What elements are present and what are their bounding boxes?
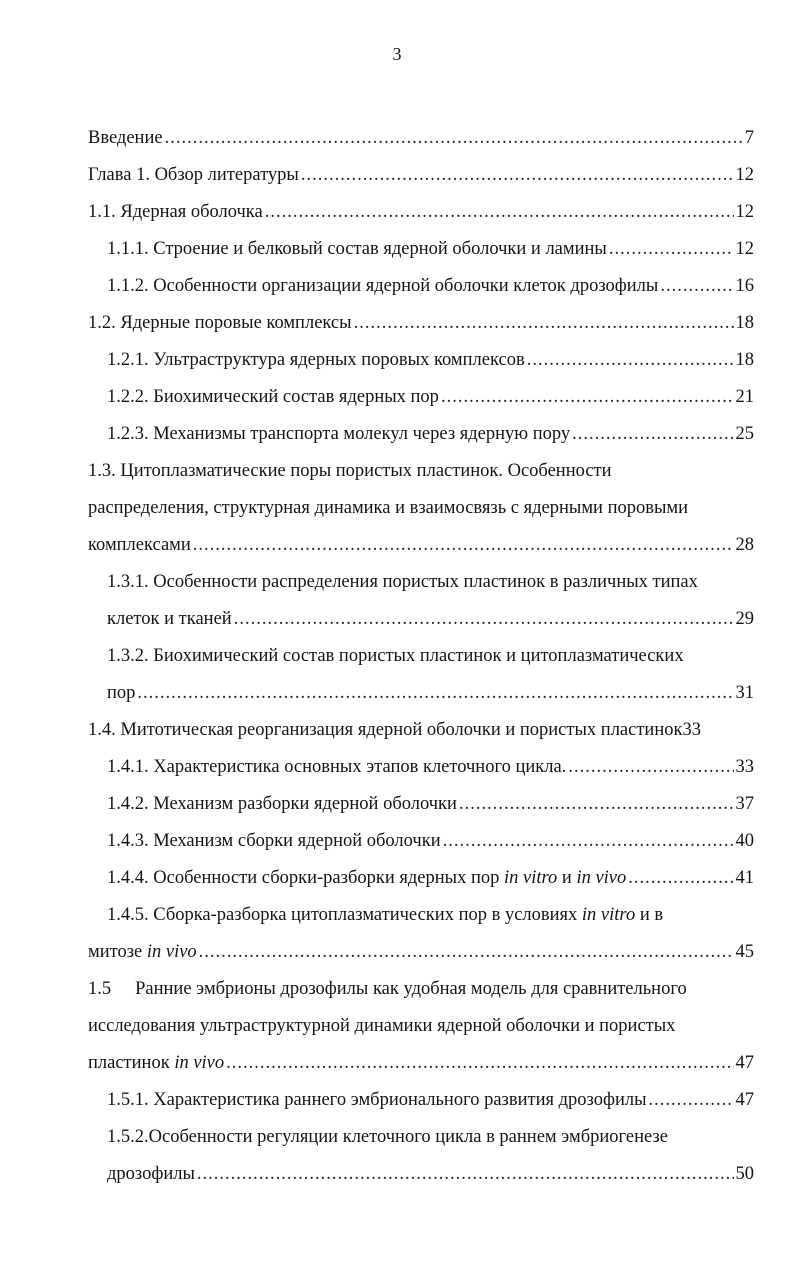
- toc-entry-title: Глава 1. Обзор литературы: [88, 165, 299, 185]
- dot-leader: [649, 1082, 734, 1119]
- toc-entry-1-2[interactable]: [88, 305, 754, 342]
- toc-entry-title-line-1: [107, 897, 663, 934]
- dot-leader: [527, 342, 734, 379]
- toc-entry-1-2-2[interactable]: [107, 379, 754, 416]
- toc-entry-page: 31: [735, 683, 754, 703]
- toc-entry-page: 47: [735, 1053, 754, 1073]
- dot-leader: [265, 194, 734, 231]
- dot-leader: [628, 860, 733, 897]
- dot-leader: [572, 416, 733, 453]
- toc-entry-page: 12: [735, 165, 754, 185]
- toc-entry-1-2-3[interactable]: [107, 416, 754, 453]
- title-part: и в: [635, 905, 664, 925]
- toc-entry-title: 1.2.3. Механизмы транспорта молекул через ядерную пору: [107, 424, 571, 444]
- toc-entry-1-1-2[interactable]: [107, 268, 754, 305]
- toc-entry-1-3-2[interactable]: [107, 638, 754, 712]
- toc-entry-page: 25: [735, 424, 754, 444]
- page-number: 3: [392, 44, 402, 64]
- toc-entry-title: 1.4.3. Механизм сборки ядерной оболочки: [107, 831, 441, 851]
- toc-entry-1-5[interactable]: [88, 971, 754, 1082]
- dot-leader: [459, 786, 734, 823]
- toc-entry-page: 40: [735, 831, 754, 851]
- toc-entry-title: 1.4. Митотическая реорганизация ядерной оболочки и пористых пластинок: [88, 720, 683, 740]
- toc-entry-title: 1.2.2. Биохимический состав ядерных пор: [107, 387, 439, 407]
- dot-leader: [193, 527, 734, 564]
- toc-entry-title-line-1: 1.3.1. Особенности распределения пористых пластинок в различных типах: [107, 572, 698, 592]
- toc-entry-number: 1.5: [88, 979, 112, 999]
- toc-entry-title-line-1: 1.3.2. Биохимический состав пористых пластинок и цитоплазматических: [107, 646, 684, 666]
- toc-entry-page: 18: [735, 313, 754, 333]
- toc-entry-title: Введение: [88, 128, 163, 148]
- toc-entry-title-line-1: Ранние эмбрионы дрозофилы как удобная модель для сравнительного: [135, 979, 687, 999]
- toc-entry-page: 33: [682, 720, 701, 740]
- toc-entry-title-line-2: клеток и тканей: [107, 609, 232, 629]
- toc-entry-page: 29: [735, 609, 754, 629]
- toc-entry-page: 45: [735, 942, 754, 962]
- dot-leader: [660, 268, 733, 305]
- toc-entry-1-1[interactable]: [88, 194, 754, 231]
- toc-entry-title: 1.2.1. Ультраструктура ядерных поровых комплексов: [107, 350, 525, 370]
- table-of-contents: [88, 120, 754, 1193]
- toc-entry-intro[interactable]: [88, 120, 754, 157]
- title-italic: in vitro: [504, 868, 558, 888]
- toc-entry-page: 37: [735, 794, 754, 814]
- toc-entry-title: 1.2. Ядерные поровые комплексы: [88, 313, 352, 333]
- toc-entry-title: 1.1.1. Строение и белковый состав ядерной оболочки и ламины: [107, 239, 607, 259]
- toc-entry-title: 1.1. Ядерная оболочка: [88, 202, 263, 222]
- toc-entry-page: 18: [735, 350, 754, 370]
- toc-entry-page: 28: [735, 535, 754, 555]
- dot-leader: [165, 120, 743, 157]
- toc-entry-title: [107, 860, 626, 897]
- title-italic: in vivo: [146, 942, 197, 962]
- toc-entry-page: 33: [735, 757, 754, 777]
- toc-entry-title-line-2: исследования ультраструктурной динамики ядерной оболочки и пористых: [88, 1016, 676, 1036]
- dot-leader: [441, 379, 734, 416]
- toc-entry-page: 41: [735, 868, 754, 888]
- title-part: митозе: [88, 942, 147, 962]
- toc-entry-title-line-2: дрозофилы: [107, 1164, 195, 1184]
- toc-entry-1-3-1[interactable]: [107, 564, 754, 638]
- toc-entry-title-line-2: распределения, структурная динамика и взаимосвязь с ядерными поровыми: [88, 498, 688, 518]
- title-italic: in vitro: [581, 905, 636, 925]
- toc-entry-1-2-1[interactable]: [107, 342, 754, 379]
- dot-leader: [568, 749, 733, 786]
- toc-entry-chapter-1[interactable]: [88, 157, 754, 194]
- dot-leader: [226, 1045, 733, 1082]
- toc-entry-page: 21: [735, 387, 754, 407]
- toc-entry-title: 1.5.1. Характеристика раннего эмбрионального развития дрозофилы: [107, 1090, 647, 1110]
- toc-entry-page: 47: [735, 1090, 754, 1110]
- dot-leader: [609, 231, 734, 268]
- toc-entry-1-4[interactable]: [88, 712, 754, 749]
- dot-leader: [234, 601, 734, 638]
- toc-entry-title: 1.4.2. Механизм разборки ядерной оболочки: [107, 794, 457, 814]
- toc-entry-title-line-2: пор: [107, 683, 136, 703]
- toc-entry-1-3[interactable]: [88, 453, 754, 564]
- toc-entry-1-5-1[interactable]: [107, 1082, 754, 1119]
- title-part: 1.4.4. Особенности сборки-разборки ядерных пор: [107, 868, 504, 888]
- dot-leader: [354, 305, 734, 342]
- toc-entry-title-line-3: комплексами: [88, 535, 191, 555]
- title-italic: in vivo: [174, 1053, 225, 1073]
- toc-entry-1-4-3[interactable]: [107, 823, 754, 860]
- dot-leader: [443, 823, 734, 860]
- toc-entry-page: 12: [735, 239, 754, 259]
- title-italic: in vivo: [576, 868, 627, 888]
- toc-entry-title: 1.1.2. Особенности организации ядерной оболочки клеток дрозофилы: [107, 276, 659, 296]
- toc-entry-page: 12: [735, 202, 754, 222]
- toc-entry-title-line-3: [88, 1045, 224, 1082]
- toc-entry-title-line-2: [88, 934, 197, 971]
- dot-leader: [197, 1156, 734, 1193]
- toc-entry-page: 16: [735, 276, 754, 296]
- toc-entry-title: 1.4.1. Характеристика основных этапов клеточного цикла.: [107, 757, 567, 777]
- title-part: и: [557, 868, 577, 888]
- dot-leader: [199, 934, 734, 971]
- dot-leader: [301, 157, 734, 194]
- toc-entry-title-line-1: 1.5.2.Особенности регуляции клеточного цикла в раннем эмбриогенезе: [107, 1127, 668, 1147]
- toc-entry-1-5-2[interactable]: [107, 1119, 754, 1193]
- toc-entry-1-1-1[interactable]: [107, 231, 754, 268]
- toc-entry-page: 50: [735, 1164, 754, 1184]
- toc-entry-page: 7: [744, 128, 754, 148]
- title-part: 1.4.5. Сборка-разборка цитоплазматических пор в условиях: [107, 905, 582, 925]
- title-part: пластинок: [88, 1053, 175, 1073]
- toc-entry-1-4-1[interactable]: [107, 749, 754, 786]
- dot-leader: [137, 675, 733, 712]
- toc-entry-1-4-2[interactable]: [107, 786, 754, 823]
- toc-entry-1-4-4[interactable]: [107, 860, 754, 897]
- toc-entry-1-4-5[interactable]: [88, 897, 754, 971]
- toc-entry-title-line-1: 1.3. Цитоплазматические поры пористых пластинок. Особенности: [88, 461, 612, 481]
